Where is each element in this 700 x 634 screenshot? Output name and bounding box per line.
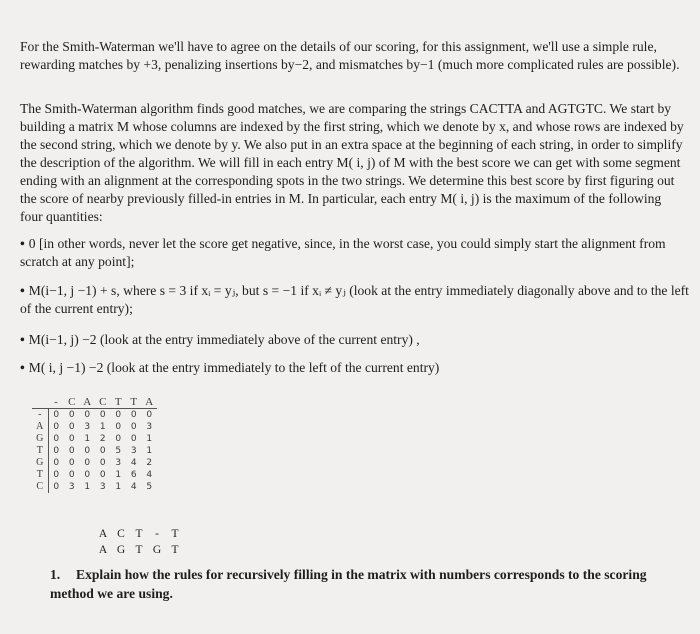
matrix-row xyxy=(32,409,157,422)
question-1 xyxy=(50,565,690,603)
matrix-cell: 3 xyxy=(130,446,137,456)
alignment-char: G xyxy=(116,544,126,556)
matrix-cell: 4 xyxy=(146,470,153,480)
matrix-col-header: A xyxy=(83,396,92,408)
matrix-cell: 0 xyxy=(84,470,91,480)
bullet-zero xyxy=(20,235,690,271)
matrix-row xyxy=(32,481,157,493)
bullet-dot-icon: • xyxy=(20,236,25,251)
bullet-zero-text: 0 [in other words, never let the score get negative, since, in the worst case, you could simply start the alignment from scratch at any point]; xyxy=(20,236,666,269)
bullet-left xyxy=(20,359,690,377)
alignment-char: T xyxy=(135,544,143,556)
matrix-cell: 0 xyxy=(53,470,60,480)
alignment-char: A xyxy=(98,544,108,556)
matrix-cell: 1 xyxy=(99,422,106,432)
matrix-cell: 0 xyxy=(130,422,137,432)
bullet-dot-icon: • xyxy=(20,360,25,375)
matrix-cell: 1 xyxy=(146,434,153,444)
matrix-cell: 4 xyxy=(130,458,137,468)
matrix-cell: 0 xyxy=(99,470,106,480)
alignment-char: A xyxy=(98,528,108,540)
matrix-col-header: T xyxy=(130,396,138,408)
matrix-cell: 0 xyxy=(142,409,158,422)
bullet-dot-icon: • xyxy=(20,332,25,347)
matrix-cell: 0 xyxy=(53,434,60,444)
matrix-cell: 0 xyxy=(130,434,137,444)
matrix-row-header: G xyxy=(32,433,48,445)
matrix-row xyxy=(32,421,157,433)
bullet-diagonal xyxy=(20,282,690,318)
matrix-row xyxy=(32,469,157,481)
matrix-cell: 0 xyxy=(68,458,75,468)
matrix-cell: 1 xyxy=(146,446,153,456)
matrix-col-header: C xyxy=(68,396,76,408)
matrix-cell: 0 xyxy=(68,446,75,456)
matrix-cell: 0 xyxy=(115,434,122,444)
matrix-row xyxy=(32,457,157,469)
matrix-cell: 3 xyxy=(115,458,122,468)
matrix-cell: 0 xyxy=(80,409,96,422)
bullet-above xyxy=(20,331,690,349)
matrix-cell: 0 xyxy=(84,446,91,456)
matrix-row-header: G xyxy=(32,457,48,469)
matrix-row xyxy=(32,433,157,445)
matrix-row-header: - xyxy=(32,409,48,422)
alignment-char: T xyxy=(171,544,179,556)
matrix-cell: 0 xyxy=(115,422,122,432)
matrix-col-header: A xyxy=(145,396,154,408)
matrix-row-header: A xyxy=(32,421,48,433)
matrix-cell: 1 xyxy=(115,470,122,480)
matrix-cell: 3 xyxy=(68,482,75,492)
matrix-header-row xyxy=(32,396,157,409)
matrix-row-header: T xyxy=(32,445,48,457)
matrix-cell: 4 xyxy=(130,482,137,492)
matrix-cell: 0 xyxy=(53,422,60,432)
bullet-diagonal-text: M(i−1, j −1) + s, where s = 3 if xᵢ = yⱼ, but s = −1 if xᵢ ≠ yⱼ (look at the entry immediately diagonally above and to the left of the current entry); xyxy=(20,283,689,316)
matrix-cell: 0 xyxy=(126,409,142,422)
matrix-cell: 0 xyxy=(64,409,80,422)
matrix-cell: 3 xyxy=(146,422,153,432)
matrix-row-header: T xyxy=(32,469,48,481)
alignment-char: T xyxy=(135,528,143,540)
matrix-cell: 1 xyxy=(84,482,91,492)
bullet-above-text: M(i−1, j) −2 (look at the entry immediately above of the current entry) , xyxy=(28,332,420,347)
matrix-corner xyxy=(32,396,48,409)
matrix-cell: 0 xyxy=(84,458,91,468)
matrix-col-header: T xyxy=(114,396,122,408)
question-number: 1. xyxy=(50,567,61,582)
matrix-cell: 1 xyxy=(115,482,122,492)
matrix-cell: 0 xyxy=(48,409,64,422)
matrix-cell: 5 xyxy=(115,446,122,456)
matrix-cell: 0 xyxy=(68,470,75,480)
matrix-cell: 0 xyxy=(95,409,111,422)
matrix-cell: 0 xyxy=(99,446,106,456)
bullet-dot-icon: • xyxy=(20,283,25,298)
algorithm-paragraph: The Smith-Waterman algorithm finds good matches, we are comparing the strings CACTTA and AGTGTC. We start by building a matrix M whose columns are indexed by the first string, which we denote by x, and whose rows are indexed by the second string, which we denote by y. We also put in an extra space at the beginning of each string, in order to simplify the description of the algorithm. We will fill in each entry M( i, j) of M with the best score we can get with some segment ending with an alignment at the corresponding spots in the two strings. We determine this best score by first figuring out the score of nearby previously filled-in entries in M. In particular, each entry M( i, j) is the maximum of the following four quantities: xyxy=(20,101,684,224)
matrix-cell: 0 xyxy=(53,458,60,468)
matrix-col-header: - xyxy=(54,396,58,408)
alignment-top-row xyxy=(94,528,184,540)
matrix-cell: 0 xyxy=(99,458,106,468)
bullet-left-text: M( i, j −1) −2 (look at the entry immediately to the left of the current entry) xyxy=(28,360,440,375)
matrix-cell: 1 xyxy=(84,434,91,444)
question-text: Explain how the rules for recursively filling in the matrix with numbers corresponds to the scoring method we are using. xyxy=(50,567,647,601)
matrix-cell: 0 xyxy=(111,409,127,422)
matrix-cell: 0 xyxy=(68,434,75,444)
matrix-cell: 0 xyxy=(68,422,75,432)
intro-paragraph: For the Smith-Waterman we'll have to agree on the details of our scoring, for this assignment, we'll use a simple rule, rewarding matches by +3, penalizing insertions by−2, and mismatches by−1 (much more complicated rules are possible). xyxy=(20,39,680,72)
alignment-bottom-row xyxy=(94,544,184,556)
matrix-cell: 3 xyxy=(99,482,106,492)
alignment-char: C xyxy=(117,528,125,540)
alignment-char: G xyxy=(152,544,162,556)
alignment-char: T xyxy=(171,528,179,540)
alignment-char: - xyxy=(155,528,159,540)
matrix-cell: 0 xyxy=(53,482,60,492)
matrix-cell: 2 xyxy=(99,434,106,444)
score-matrix xyxy=(32,396,157,493)
matrix-col-header: C xyxy=(99,396,107,408)
matrix-cell: 5 xyxy=(146,482,153,492)
matrix-row xyxy=(32,445,157,457)
matrix-cell: 0 xyxy=(53,446,60,456)
matrix-cell: 6 xyxy=(130,470,137,480)
matrix-cell: 3 xyxy=(84,422,91,432)
matrix-cell: 2 xyxy=(146,458,153,468)
matrix-row-header: C xyxy=(32,481,48,493)
